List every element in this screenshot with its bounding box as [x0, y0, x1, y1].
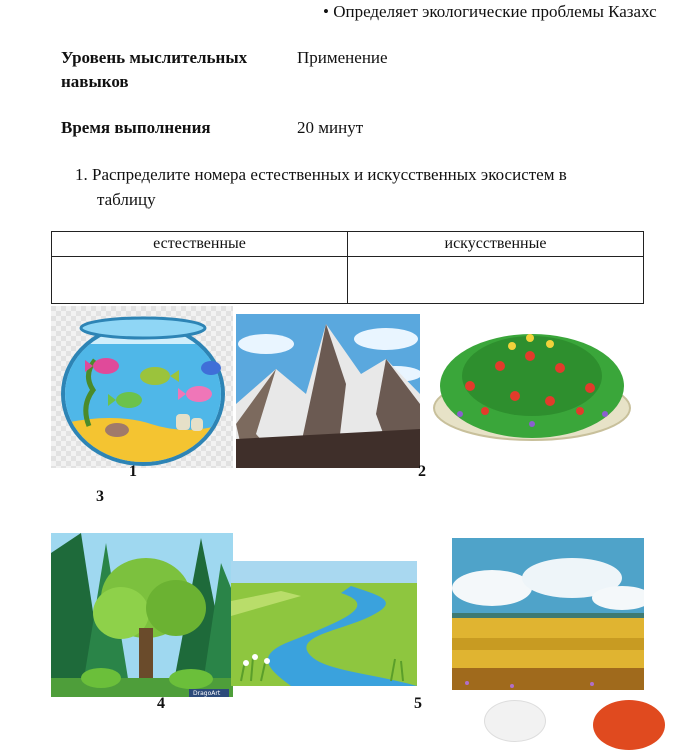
- forest-image: [51, 533, 233, 697]
- picture-number-5: 5: [414, 695, 422, 712]
- ecosystem-table: [51, 231, 644, 304]
- picture-number-4: 4: [157, 695, 165, 712]
- watermark-text: DragoArt: [193, 690, 221, 697]
- wheat-field-image: [452, 538, 644, 690]
- table-cell-natural[interactable]: [52, 257, 348, 304]
- mountains-image: [236, 314, 420, 468]
- decorative-circle-gray: [484, 700, 546, 742]
- time-label: Время выполнения: [61, 118, 211, 137]
- river-meadow-image: [231, 561, 417, 686]
- flowerbed-image: [430, 316, 635, 448]
- aquarium-image: [51, 306, 233, 468]
- thinking-level-label-line2: навыков: [61, 72, 129, 91]
- task-text-line2: таблицу: [97, 190, 156, 209]
- table-header-artificial: искусственные: [348, 232, 644, 257]
- table-cell-artificial[interactable]: [348, 257, 644, 304]
- top-bullet-text: • Определяет экологические проблемы Казахс: [323, 2, 657, 21]
- time-value: 20 минут: [297, 118, 364, 137]
- task-text: 1. Распределите номера естественных и искусственных экосистем в: [75, 165, 567, 184]
- thinking-level-value: Применение: [297, 48, 388, 67]
- picture-number-1: 1: [129, 463, 137, 480]
- table-header-natural: естественные: [52, 232, 348, 257]
- decorative-circle-orange: [593, 700, 665, 750]
- picture-number-2: 2: [418, 463, 426, 480]
- thinking-level-label: Уровень мыслительных: [61, 48, 248, 67]
- picture-number-3: 3: [96, 488, 104, 505]
